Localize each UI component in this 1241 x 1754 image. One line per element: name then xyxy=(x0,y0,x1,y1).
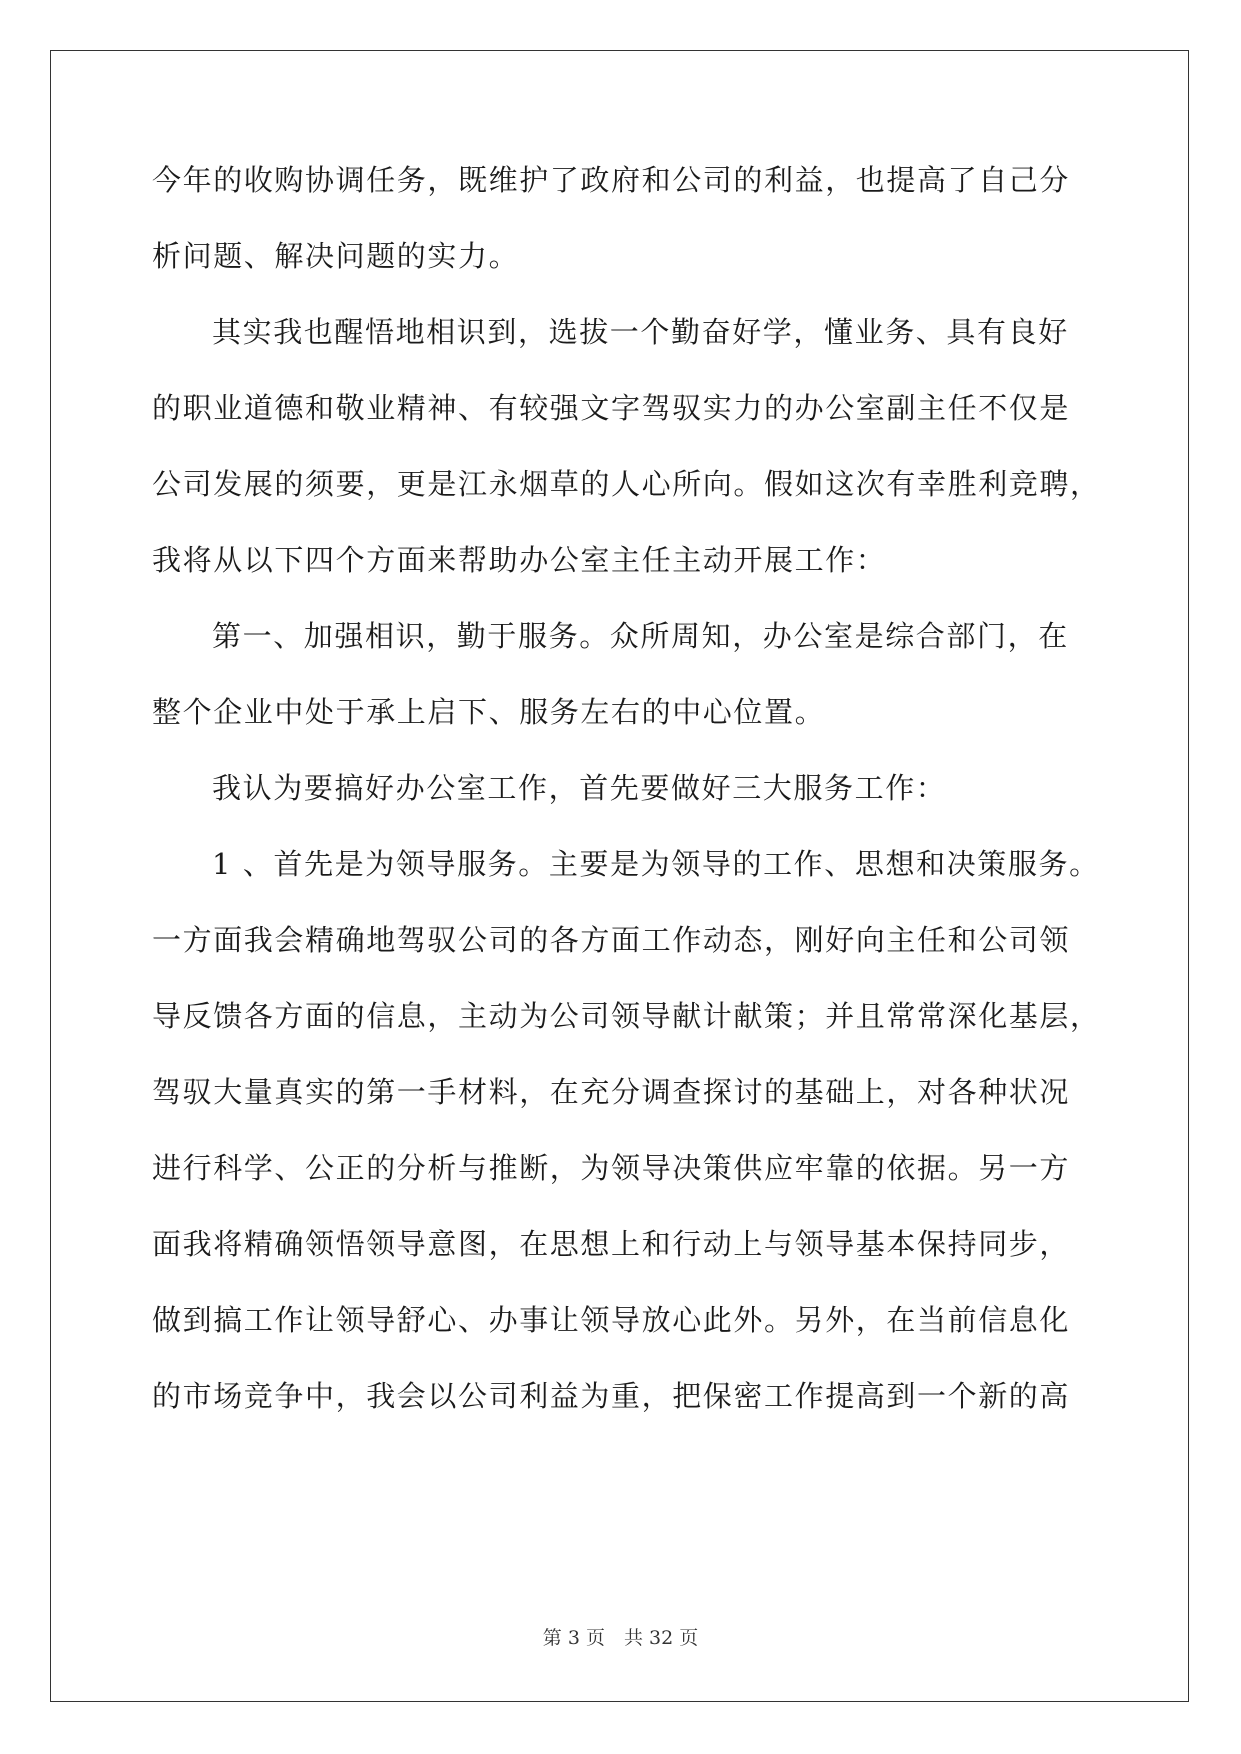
paragraph-start-line: 我认为要搞好办公室工作，首先要做好三大服务工作： xyxy=(212,771,947,805)
text-line: 一方面我会精确地驾驭公司的各方面工作动态，刚好向主任和公司领 xyxy=(152,923,1071,957)
text-line: 的职业道德和敬业精神、有较强文字驾驭实力的办公室副主任不仅是 xyxy=(152,391,1071,425)
text-line: 驾驭大量真实的第一手材料，在充分调查探讨的基础上，对各种状况 xyxy=(152,1075,1071,1109)
paragraph-start-line: 其实我也醒悟地相识到，选拔一个勤奋好学，懂业务、具有良好 xyxy=(212,315,1069,349)
text-line: 进行科学、公正的分析与推断，为领导决策供应牢靠的依据。另一方 xyxy=(152,1151,1071,1185)
text-line: 做到搞工作让领导舒心、办事让领导放心此外。另外，在当前信息化 xyxy=(152,1303,1071,1337)
text-line: 我将从以下四个方面来帮助办公室主任主动开展工作： xyxy=(152,543,887,577)
text-line: 析问题、解决问题的实力。 xyxy=(152,239,520,273)
text-line: 的市场竞争中，我会以公司利益为重，把保密工作提高到一个新的高 xyxy=(152,1379,1071,1413)
text-line: 今年的收购协调任务，既维护了政府和公司的利益，也提高了自己分 xyxy=(152,163,1071,197)
text-line: 公司发展的须要，更是江永烟草的人心所向。假如这次有幸胜利竞聘， xyxy=(152,467,1101,501)
text-line: 面我将精确领悟领导意图，在思想上和行动上与领导基本保持同步， xyxy=(152,1227,1071,1261)
page-number-footer: 第 3 页 共 32 页 xyxy=(542,1627,699,1649)
text-line: 整个企业中处于承上启下、服务左右的中心位置。 xyxy=(152,695,826,729)
text-line: 导反馈各方面的信息，主动为公司领导献计献策；并且常常深化基层， xyxy=(152,999,1101,1033)
paragraph-start-line: 1 、首先是为领导服务。主要是为领导的工作、思想和决策服务。 xyxy=(212,847,1100,881)
paragraph-start-line: 第一、加强相识，勤于服务。众所周知，办公室是综合部门，在 xyxy=(212,619,1069,653)
